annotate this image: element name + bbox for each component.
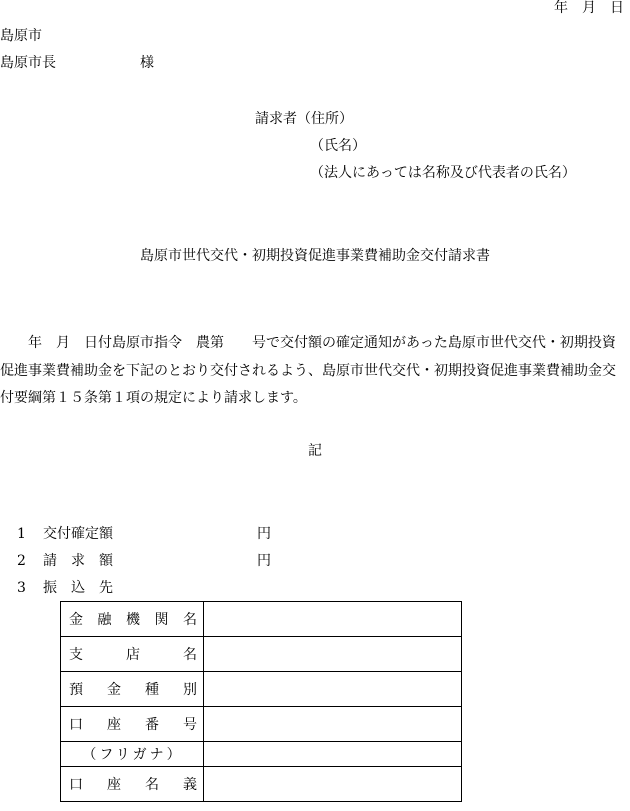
table-row [61,602,462,637]
date-line: 年 月 日 [554,0,624,16]
branch-name-field[interactable] [204,637,462,672]
table-row [61,672,462,707]
requester-corp-label: （法人にあっては名称及び代表者の氏名） [310,165,576,181]
table-row [61,742,462,767]
bank-name-field[interactable] [204,602,462,637]
account-number-label: 口座番号 [61,707,204,742]
body-line: 年 月 日付島原市指令 農第 号で交付額の確定通知があった島原市世代交代・初期投資 [0,335,616,351]
item-yen-unit: 円 [257,553,271,569]
deposit-type-label: 預金種別 [61,672,204,707]
account-number-field[interactable] [204,707,462,742]
item-label-transfer-destination: 振 込 先 [43,580,113,596]
ki-heading: 記 [308,443,322,459]
item-number: 1 [17,526,26,542]
item-number: 3 [17,580,26,596]
requester-name-label: （氏名） [310,138,366,154]
bank-name-label: 金融機関名 [61,602,204,637]
branch-name-label: 支店名 [61,637,204,672]
account-holder-field[interactable] [204,767,462,802]
item-yen-unit: 円 [257,526,271,542]
furigana-field[interactable] [204,742,462,767]
body-paragraph [0,330,630,413]
addressee-mayor: 島原市長 様 [0,55,154,71]
addressee-city: 島原市 [0,28,42,44]
document-title: 島原市世代交代・初期投資促進事業費補助金交付請求書 [140,248,490,264]
bank-account-table [60,601,462,802]
requester-address-label: 請求者（住所） [255,111,353,127]
table-row [61,767,462,802]
body-line: 促進事業費補助金を下記のとおり交付されるよう、島原市世代交代・初期投資促進事業費補助金交 [0,362,616,379]
item-label-request-amount: 請 求 額 [43,553,113,569]
account-holder-label: 口座名義 [61,767,204,802]
body-line: 付要綱第１５条第１項の規定により請求します。 [0,390,307,406]
table-row [61,707,462,742]
item-number: 2 [17,553,26,569]
table-row [61,637,462,672]
deposit-type-field[interactable] [204,672,462,707]
furigana-label: （フリガナ） [61,742,204,767]
item-label-confirmed-amount: 交付確定額 [43,526,113,542]
